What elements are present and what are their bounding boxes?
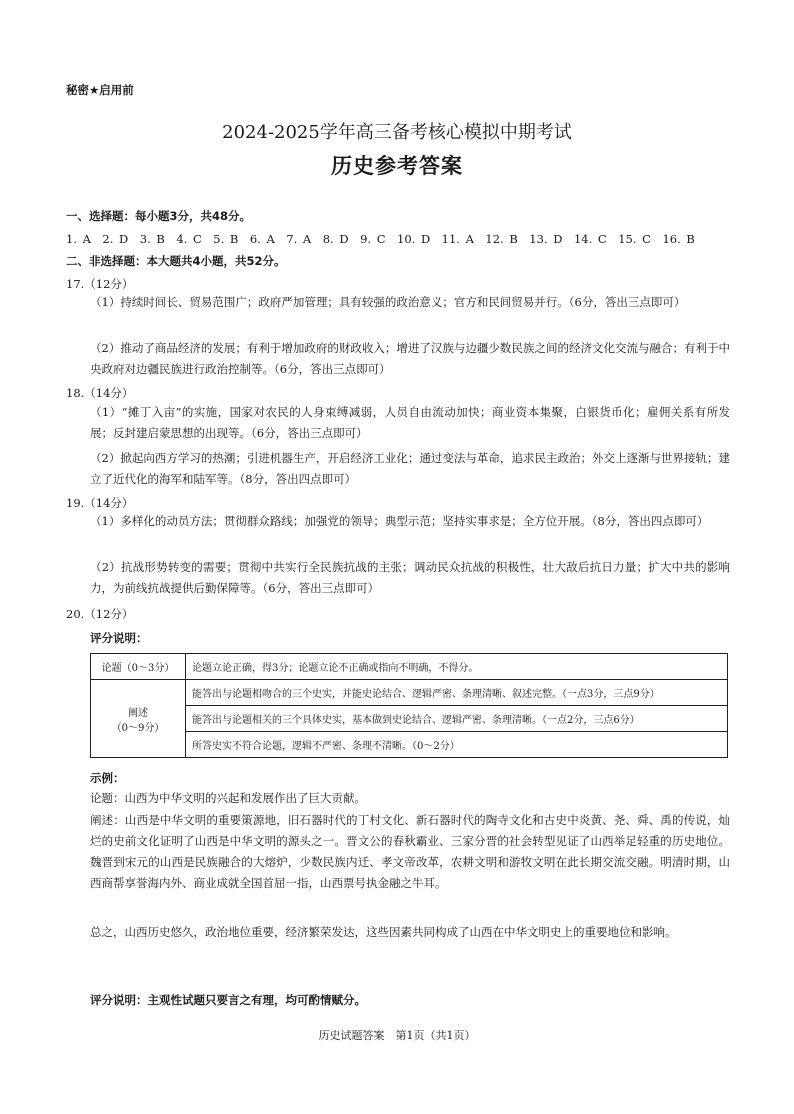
question-20-heading: 20.（12分） [66,607,134,621]
table-row [91,680,728,706]
question-17-heading: 17.（12分） [66,277,134,291]
question-18-answer-2: （2）掀起向西方学习的热潮；引进机器生产，开启经济工业化；通过变法与革命，追求民主政治；外交上逐渐与世界接轨；建立了近代化的海军和陆军等。（8分，答出四点即可） [90,451,730,486]
page-footer: 历史试题答案 第1页（共1页） [318,1029,476,1042]
argument-criteria-low: 所答史实不符合论题，逻辑不严密、条理不清晰。（0～2分） [186,732,728,758]
question-18-answer-1: （1）“摊丁入亩”的实施，国家对农民的人身束缚减弱，人员自由流动加快；商业资本集聚，白银货币化；雇佣关系有所发展；反封建启蒙思想的出现等。（6分，答出三点即可） [90,405,730,440]
example-conclusion: 总之，山西历史悠久，政治地位重要，经济繁荣发达，这些因素共同构成了山西在中华文明史上的重要地位和影响。 [90,925,677,939]
table-row [91,732,728,758]
scoring-table [90,653,728,758]
question-19-heading: 19.（14分） [66,496,134,510]
general-scoring-note: 评分说明：主观性试题只要言之有理，均可酌情赋分。 [90,993,366,1007]
question-17-answer-2: （2）推动了商品经济的发展；有利于增加政府的财政收入；增进了汉族与边疆少数民族之间的经济文化交流与融合；有利于中央政府对边疆民族进行政治控制等。（6分，答出三点即可） [90,341,730,376]
section-2-heading: 二、非选择题：本大题共4小题，共52分。 [66,254,286,268]
argument-category-range: （0～9分） [111,722,165,734]
scoring-label: 评分说明： [90,631,148,645]
exam-title: 2024-2025学年高三备考核心模拟中期考试 [222,122,572,143]
example-thesis: 论题：山西为中华文明的兴起和发展作出了巨大贡献。 [90,791,366,805]
question-17-answer-1: （1）持续时间长、贸易范围广；政府严加管理；具有较强的政治意义；官方和民间贸易并行。（6分，答出三点即可） [90,295,686,309]
argument-category-name: 阐述 [128,707,148,719]
question-18-heading: 18.（14分） [66,386,134,400]
section-1-heading: 一、选择题：每小题3分，共48分。 [66,209,252,223]
thesis-criteria: 论题立论正确，得3分；论题立论不正确或指向不明确，不得分。 [186,654,728,680]
question-19-answer-1: （1）多样化的动员方法；贯彻群众路线；加强党的领导；典型示范；坚持实事求是；全方位开展。（8分，答出四点即可） [90,514,709,528]
argument-criteria-mid: 能答出与论题相关的三个具体史实，基本做到史论结合、逻辑严密、条理清晰。（一点2分，三点6分） [186,706,728,732]
thesis-category: 论题（0～3分） [91,654,186,680]
question-19-answer-2: （2）抗战形势转变的需要；贯彻中共实行全民族抗战的主张；调动民众抗战的积极性，壮大敌后抗日力量；扩大中共的影响力，为前线抗战提供后勤保障等。（6分，答出三点即可） [90,560,730,595]
multiple-choice-answers: 1. A 2. D 3. B 4. C 5. B 6. A 7. A 8. D 9. C 10. D 11. A 12. B 13. D 14. C 15. C 16. B [66,232,695,246]
confidential-label: 秘密★启用前 [66,83,134,97]
argument-criteria-high: 能答出与论题相吻合的三个史实，并能史论结合、逻辑严密、条理清晰、叙述完整。（一点3分，三点9分） [186,680,728,706]
table-row [91,654,728,680]
table-row [91,706,728,732]
document-title: 历史参考答案 [331,153,463,178]
example-label: 示例： [90,771,125,785]
example-elaboration: 阐述：山西是中华文明的重要策源地，旧石器时代的丁村文化、新石器时代的陶寺文化和古史中炎黄、尧、舜、禹的传说，灿烂的史前文化证明了山西是中华文明的源头之一。晋文公的春秋霸业、三家分晋的社会转型见证了山西举足轻重的历史地位。魏晋到宋元的山西是民族融合的大熔炉，少数民族内迁、孝文帝改革，农耕文明和游牧文明在此长期交流交融。明清时期，山西商帮享誉海内外、商业成就全国首屈一指，山西票号执金融之牛耳。 [90,813,730,890]
argument-category [91,680,186,758]
